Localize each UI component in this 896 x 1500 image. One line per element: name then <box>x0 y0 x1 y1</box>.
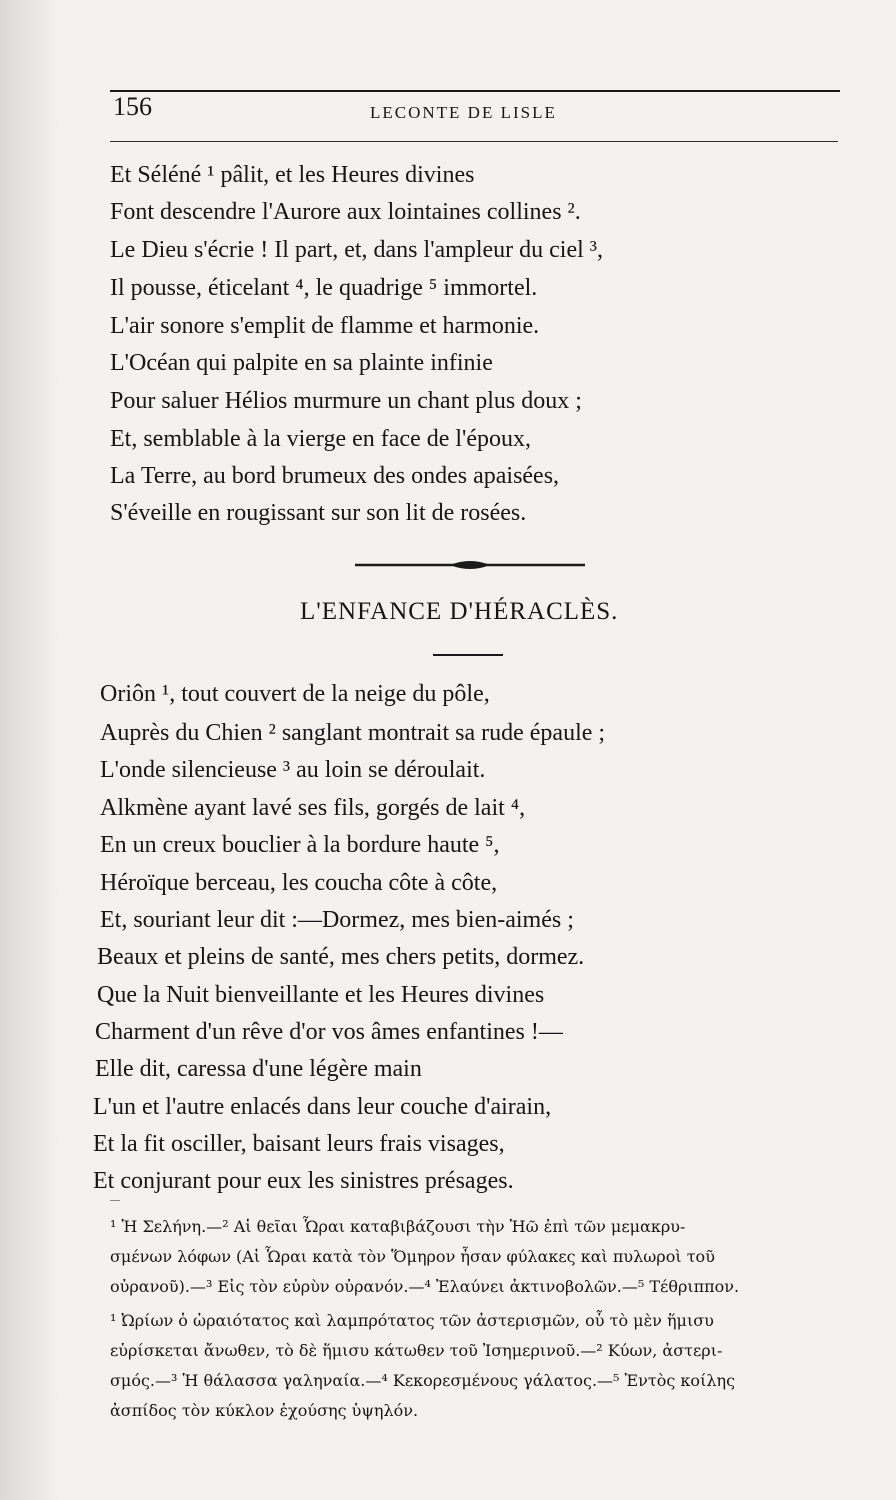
page-number: 156 <box>113 92 152 121</box>
header-bottom-rule <box>110 141 838 142</box>
title-rule <box>433 654 503 656</box>
section-divider-ornament <box>355 557 585 573</box>
footnote-line: σμός.—³ Ἡ θάλασσα γαληναία.—⁴ Κεκορεσμένους γάλατος.—⁵ Ἐντὸς κοίλης <box>110 1371 736 1390</box>
footnote-rule <box>110 1200 120 1201</box>
verse-line: L'un et l'autre enlacés dans leur couche d'airain, <box>93 1094 552 1120</box>
footnote-line: ἀσπίδος τὸν κύκλον ἐχούσης ὑψηλόν. <box>110 1401 419 1420</box>
verse-line: Le Dieu s'écrie ! Il part, et, dans l'ampleur du ciel ³, <box>110 237 603 263</box>
page-edge-shadow <box>0 0 60 1500</box>
verse-line: Et, souriant leur dit :—Dormez, mes bien-aimés ; <box>100 907 574 933</box>
verse-line: Auprès du Chien ² sanglant montrait sa rude épaule ; <box>100 720 606 746</box>
footnote-line: ¹ Ὠρίων ὁ ὡραιότατος καὶ λαμπρότατος τῶν ἀστερισμῶν, οὗ τὸ μὲν ἥμισυ <box>110 1311 714 1330</box>
verse-line: Et, semblable à la vierge en face de l'époux, <box>110 426 532 452</box>
verse-line: La Terre, au bord brumeux des ondes apaisées, <box>110 463 560 489</box>
footnote-line: ¹ Ἡ Σελήνη.—² Αἱ θεῖαι Ὧραι καταβιβάζουσι τὴν Ἠῶ ἐπὶ τῶν μεμακρυ- <box>110 1217 686 1236</box>
verse-line: Alkmène ayant lavé ses fils, gorgés de lait ⁴, <box>100 795 526 821</box>
verse-line: L'onde silencieuse ³ au loin se déroulait. <box>100 757 486 783</box>
running-title: LECONTE DE LISLE <box>370 103 557 122</box>
verse-line: Et Séléné ¹ pâlit, et les Heures divines <box>110 162 475 188</box>
verse-line: En un creux bouclier à la bordure haute ⁵, <box>100 832 500 858</box>
verse-line: Il pousse, éticelant ⁴, le quadrige ⁵ immortel. <box>110 275 538 301</box>
verse-line: Font descendre l'Aurore aux lointaines collines ². <box>110 199 581 225</box>
header-top-rule <box>110 90 840 92</box>
verse-line: Pour saluer Hélios murmure un chant plus doux ; <box>110 388 582 414</box>
verse-line: Oriôn ¹, tout couvert de la neige du pôle, <box>100 681 490 707</box>
verse-line: Charment d'un rêve d'or vos âmes enfantines !— <box>95 1019 563 1045</box>
verse-line: Elle dit, caressa d'une légère main <box>95 1056 422 1082</box>
verse-line: L'Océan qui palpite en sa plainte infinie <box>110 350 493 376</box>
verse-line: Beaux et pleins de santé, mes chers petits, dormez. <box>97 944 585 970</box>
footnote-line: εὑρίσκεται ἄνωθεν, τὸ δὲ ἥμισυ κάτωθεν τοῦ Ἰσημερινοῦ.—² Κύων, ἀστερι- <box>110 1341 723 1360</box>
footnote-line: σμένων λόφων (Αἱ Ὧραι κατὰ τὸν Ὅμηρον ἦσαν φύλακες καὶ πυλωροὶ τοῦ <box>110 1247 715 1266</box>
verse-line: Et la fit osciller, baisant leurs frais visages, <box>93 1131 505 1157</box>
verse-line: Que la Nuit bienveillante et les Heures divines <box>97 982 545 1008</box>
verse-line: Et conjurant pour eux les sinistres présages. <box>93 1168 514 1194</box>
verse-line: S'éveille en rougissant sur son lit de rosées. <box>110 500 527 526</box>
verse-line: Héroïque berceau, les coucha côte à côte, <box>100 870 498 896</box>
poem-title: L'ENFANCE D'HÉRACLÈS. <box>300 598 619 625</box>
verse-line: L'air sonore s'emplit de flamme et harmonie. <box>110 313 540 339</box>
footnote-line: οὐρανοῦ).—³ Εἰς τὸν εὐρὺν οὐρανόν.—⁴ Ἐλαύνει ἀκτινοβολῶν.—⁵ Τέθριππον. <box>110 1277 740 1296</box>
